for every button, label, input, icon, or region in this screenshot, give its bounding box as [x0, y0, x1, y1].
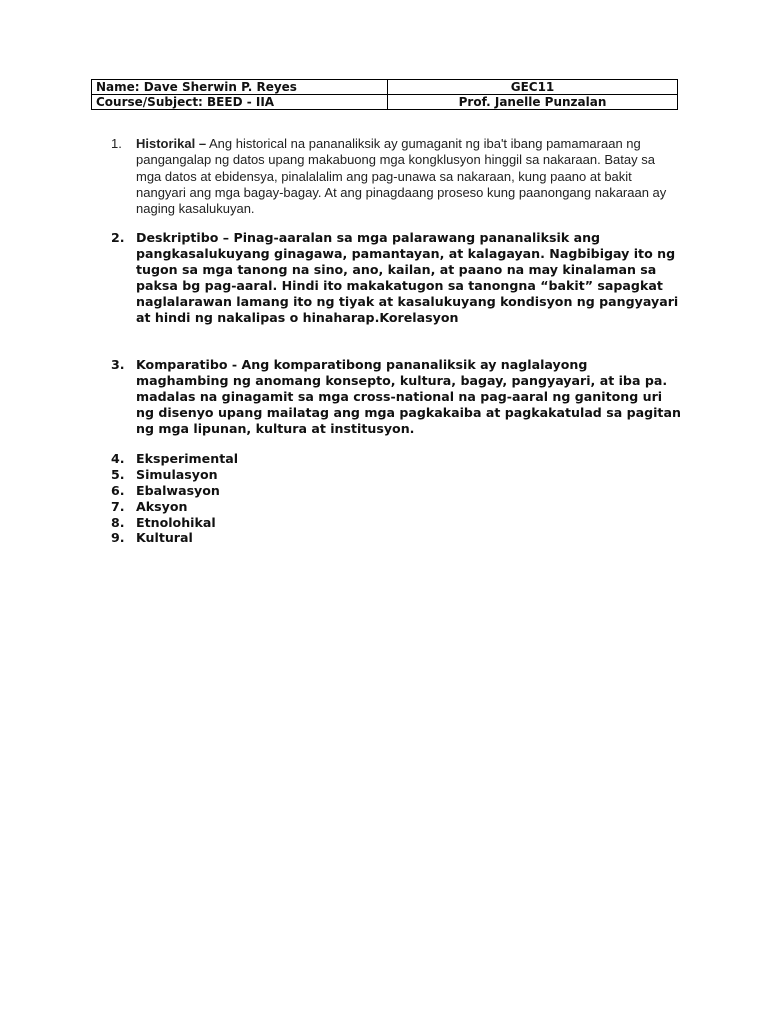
list-item-term: Komparatibo	[136, 357, 228, 372]
list-item-deskriptibo	[111, 230, 681, 325]
list-item-text	[136, 230, 681, 325]
list-item-historikal	[111, 136, 681, 217]
list-number: 2.	[111, 230, 125, 245]
list-item-text	[136, 357, 681, 437]
header-row-1	[92, 80, 678, 95]
list-number: 9.	[111, 530, 125, 546]
list-number: 5.	[111, 466, 125, 482]
student-name: Name: Dave Sherwin P. Reyes	[92, 80, 388, 95]
list-item-body: Ang historical na pananaliksik ay gumaganit ng iba't ibang pamamaraan ng pangangalap ng datos upang makabuong mga kongklusyon hinggil sa nakaraan. Batay sa mga datos at ebidensya, pinalalalim ang pag-unawa sa nakaraan, kung paano at bakit nangyari ang mga bagay-bagay. At ang pinagdaang proseso kung paanongang nakaraan ay naging kasalukuyan.	[136, 136, 667, 217]
course-subject: Course/Subject: BEED - IIA	[92, 95, 388, 110]
list-item-label: Etnolohikal	[136, 514, 216, 530]
list-item-label: Simulasyon	[136, 466, 218, 482]
list-item-text	[136, 136, 681, 217]
list-item-body: Pinag-aaralan sa mga palarawang pananaliksik ang pangkasalukuyang ginagawa, pamantayan, at kalagayan. Nagbibigay ito ng tugon sa mga tanong na sino, ano, kailan, at paano na may kinalaman sa paksa bg pag-aaral. Hindi ito makakatugon sa tanongna “bakit” sapagkat naglalarawan lamang ito ng tiyak at kasalukuyang kondisyon ng pangyayari at hindi ng nakalipas o hinaharap.Korelasyon	[136, 230, 679, 325]
list-item-label: Ebalwasyon	[136, 482, 220, 498]
list-number: 7.	[111, 498, 125, 514]
list-item-label: Aksyon	[136, 498, 188, 514]
list-number: 6.	[111, 482, 125, 498]
list-item-term: Deskriptibo –	[136, 230, 230, 245]
list-number: 3.	[111, 357, 125, 372]
list-item-label: Eksperimental	[136, 451, 239, 466]
list-number: 1.	[111, 136, 122, 151]
list-item-label: Kultural	[136, 530, 193, 546]
professor-name: Prof. Janelle Punzalan	[388, 95, 678, 110]
list-item-term: Historikal –	[136, 136, 207, 151]
header-table	[91, 79, 678, 110]
list-item-komparatibo	[111, 357, 681, 437]
list-number: 8.	[111, 514, 125, 530]
header-row-2	[92, 95, 678, 110]
subject-code: GEC11	[388, 80, 678, 95]
list-number: 4.	[111, 451, 125, 466]
list-item-body: - Ang komparatibong pananaliksik ay naglalayong maghambing ng anomang konsepto, kultura, bagay, pangyayari, at iba pa. madalas na ginagamit sa mga cross-national na pag-aaral ng ganitong uri ng disenyo upang mailatag ang mga pagkakaiba at pagkakatulad sa pagitan ng mga lipunan, kultura at institusyon.	[136, 357, 681, 436]
